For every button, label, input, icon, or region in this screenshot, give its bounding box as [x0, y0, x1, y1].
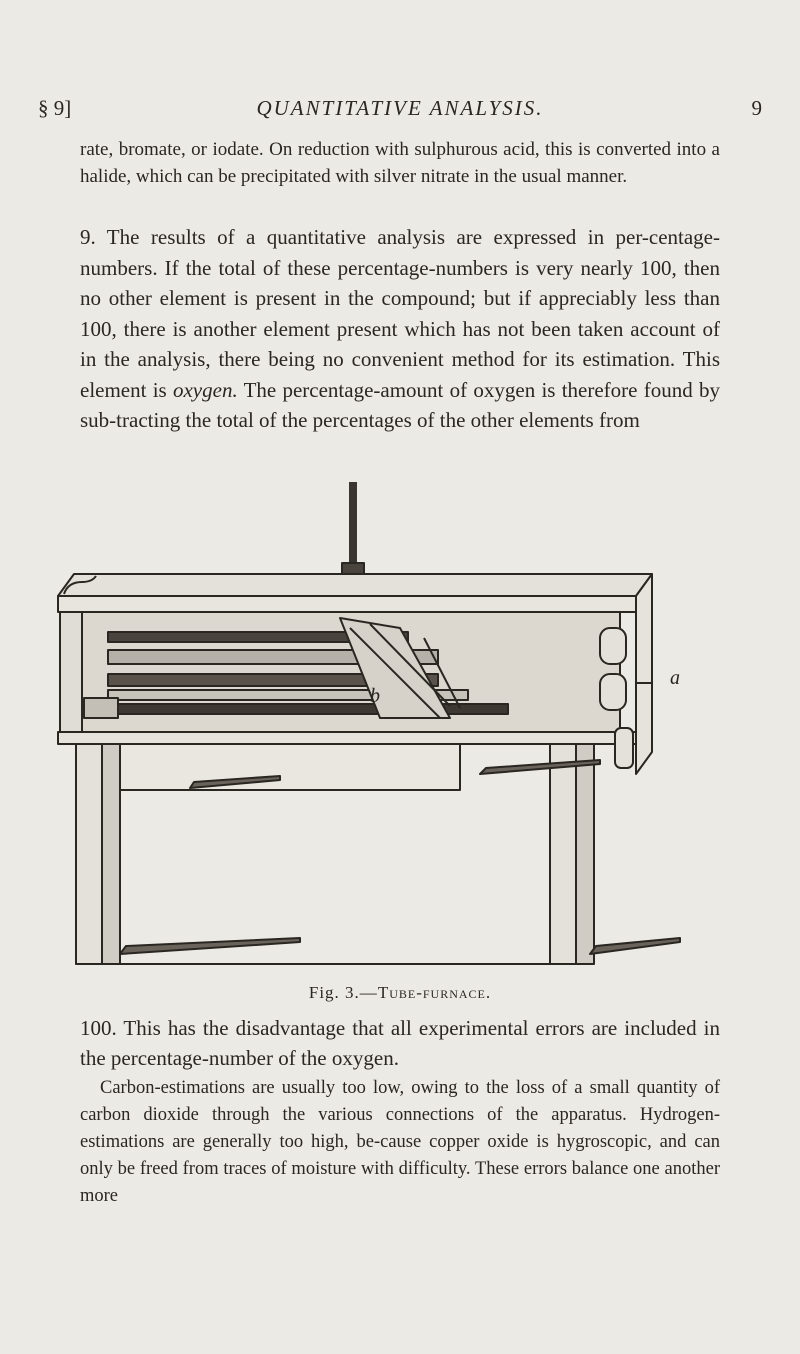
label-b: b: [370, 685, 380, 707]
page-number: 9: [751, 96, 762, 120]
caption-title: Tube-furnace.: [377, 983, 492, 1002]
running-header: [38, 96, 762, 126]
paragraph-9: [80, 222, 720, 436]
section-marker: § 9]: [38, 96, 72, 120]
paragraph-continued-100: 100. This has the disadvantage that all experimental errors are included in the percentage-number of the oxygen.: [80, 1016, 720, 1070]
caption-prefix: Fig. 3.—: [308, 983, 378, 1002]
oxygen-emphasis: oxygen.: [172, 377, 238, 402]
tube-furnace-figure: [40, 478, 710, 978]
tube-furnace-illustration: [40, 478, 710, 978]
paragraph-continued: rate, bromate, or iodate. On reduction with sulphurous acid, this is converted into a halide, which can be precipitated with silver nitrate in the usual manner.: [80, 139, 720, 187]
paragraph-carbon-estimations: Carbon-estimations are usually too low, owing to the loss of a small quantity of carbon dioxide through the various connections of the apparatus. Hydrogen-estimations are generally too high, be-cause copper oxide is hygroscopic, and can only be freed from traces of moisture with difficulty. These errors balance one another more: [80, 1078, 720, 1206]
running-title: QUANTITATIVE ANALYSIS.: [256, 96, 544, 120]
figure-caption: [0, 983, 800, 1003]
paragraph-9-text-b: The percentage-amount of oxygen is therefore found by sub-tracting the total of the percentages of the other elements from: [80, 377, 720, 432]
paragraph-9-text-a: 9. The results of a quantitative analysis are expressed in per-centage-numbers. If the total of these percentage-numbers is very nearly 100, then no other element is present in the compound; but if appreciably less than 100, there is another element present which has not been taken account of in the analysis, there being no convenient method for its estimation. This element is: [80, 225, 720, 402]
label-a: a: [670, 667, 680, 689]
